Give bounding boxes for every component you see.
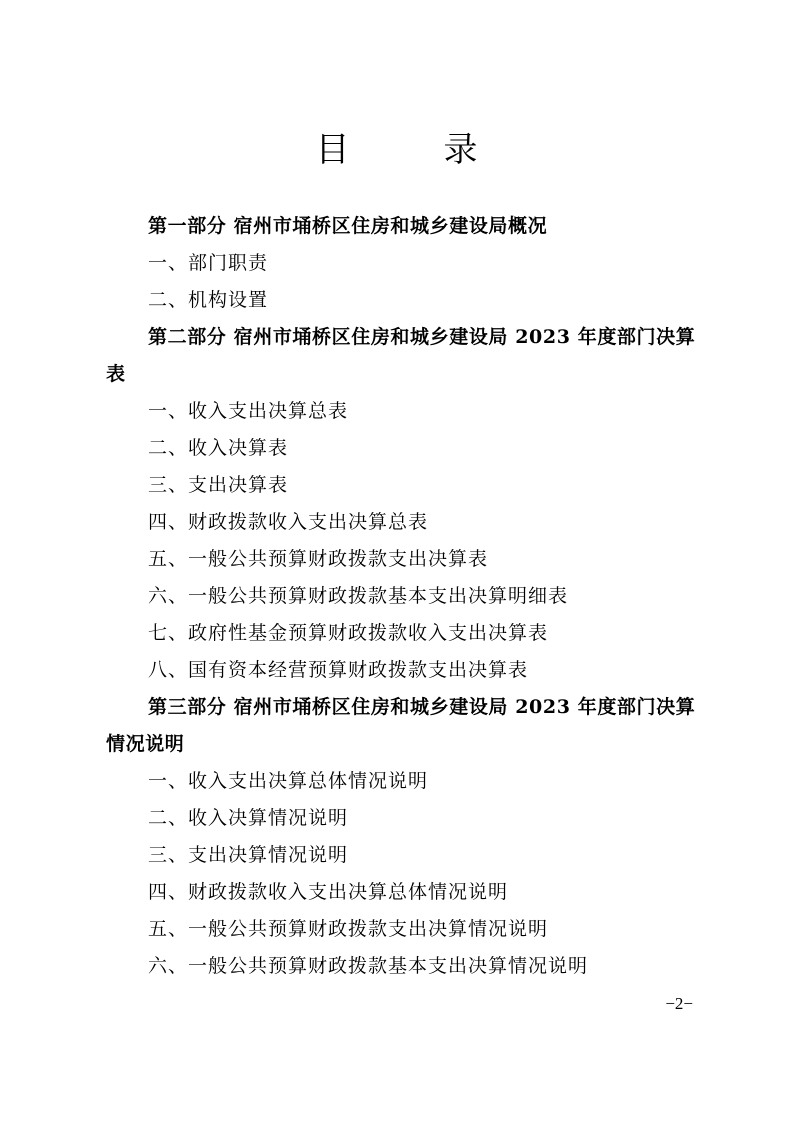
toc-part-1[interactable]: 第一部分 宿州市埇桥区住房和城乡建设局概况: [148, 215, 548, 237]
page-title: 目 录: [315, 130, 508, 170]
toc-item[interactable]: 六、一般公共预算财政拨款基本支出决算明细表: [148, 585, 569, 607]
toc-item[interactable]: 三、支出决算表: [148, 474, 289, 496]
toc-item[interactable]: 五、一般公共预算财政拨款支出决算情况说明: [148, 918, 549, 940]
toc-item[interactable]: 一、部门职责: [148, 252, 269, 274]
table-of-contents: [106, 208, 696, 985]
toc-item[interactable]: 七、政府性基金预算财政拨款收入支出决算表: [148, 622, 549, 644]
toc-item[interactable]: 二、机构设置: [148, 289, 269, 311]
toc-item[interactable]: 八、国有资本经营预算财政拨款支出决算表: [148, 659, 529, 681]
page-number: −2−: [665, 994, 693, 1013]
toc-item[interactable]: 二、收入决算情况说明: [148, 807, 349, 829]
toc-item[interactable]: 二、收入决算表: [148, 437, 289, 459]
toc-item[interactable]: 四、财政拨款收入支出决算总体情况说明: [148, 881, 509, 903]
toc-item[interactable]: 一、收入支出决算总表: [148, 400, 349, 422]
toc-part-3[interactable]: 第三部分 宿州市埇桥区住房和城乡建设局 2023 年度部门决算情况说明: [106, 696, 696, 755]
toc-item[interactable]: 六、一般公共预算财政拨款基本支出决算情况说明: [148, 955, 589, 977]
toc-item[interactable]: 三、支出决算情况说明: [148, 844, 349, 866]
toc-item[interactable]: 五、一般公共预算财政拨款支出决算表: [148, 548, 489, 570]
toc-item[interactable]: 四、财政拨款收入支出决算总表: [148, 511, 429, 533]
toc-item[interactable]: 一、收入支出决算总体情况说明: [148, 770, 429, 792]
toc-part-2[interactable]: 第二部分 宿州市埇桥区住房和城乡建设局 2023 年度部门决算表: [106, 326, 696, 385]
